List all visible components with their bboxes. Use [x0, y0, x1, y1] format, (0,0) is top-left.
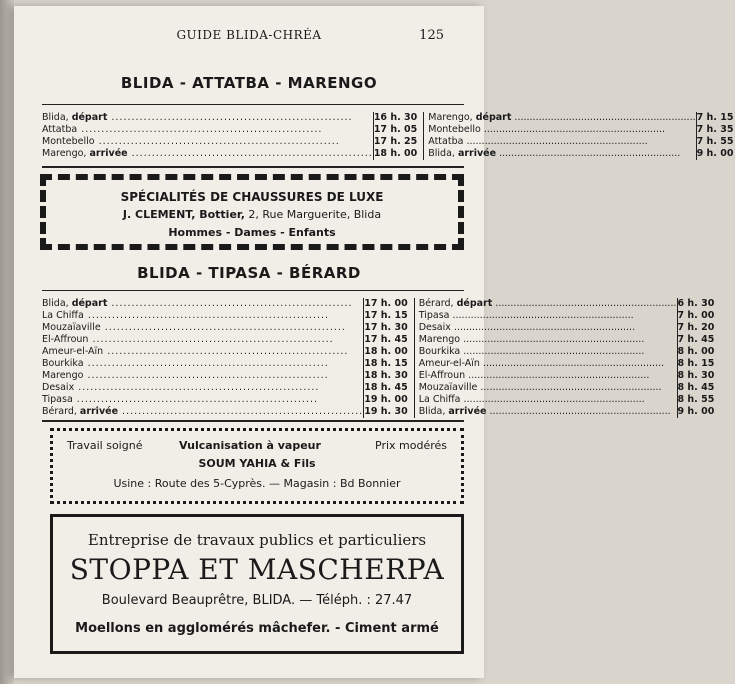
time-cell: 17 h. 00: [364, 298, 414, 310]
time-cell: 18 h. 15: [364, 358, 414, 370]
station-cell: [42, 322, 364, 334]
leader-dots: ............................................................: [107, 298, 353, 309]
leader-dots: ............................................................: [83, 358, 329, 369]
time-cell: 7 h. 35: [696, 124, 734, 135]
leader-dots: ............................................................: [118, 406, 364, 417]
ad-stoppa-name: STOPPA ET MASCHERPA: [69, 553, 445, 586]
station-name: Bourkika: [42, 358, 84, 369]
station-tag: départ: [456, 298, 493, 309]
timetable-row: [42, 310, 716, 322]
time-cell: 19 h. 30: [364, 406, 414, 418]
station-tag: arrivée: [457, 148, 497, 159]
station-name: Marengo,: [428, 112, 476, 123]
route1-timetable: [42, 112, 735, 160]
leader-dots: ............................................................: [460, 346, 645, 357]
leader-dots: ............................................................: [449, 310, 634, 321]
ad-stoppa-headline: Entreprise de travaux publics et particuliers: [87, 531, 427, 549]
time-cell: 18 h. 45: [364, 382, 414, 394]
running-head: [14, 28, 484, 48]
timetable-row: [42, 334, 716, 346]
ad-soum-yahia: [50, 428, 464, 504]
time-cell: 7 h. 15: [696, 112, 734, 123]
leader-dots: ............................................................: [83, 370, 329, 381]
leader-dots: ............................................................: [465, 370, 650, 381]
station-name: Desaix: [42, 382, 75, 393]
station-name: Blida,: [42, 112, 72, 123]
ad-clement-address: [46, 208, 458, 221]
leader-dots: ............................................................: [100, 322, 346, 333]
station-cell: [42, 382, 364, 394]
station-cell: [414, 394, 677, 406]
station-cell: [42, 346, 364, 358]
station-cell: [414, 298, 677, 310]
ad-clement-categories: Hommes - Dames - Enfants: [168, 226, 336, 239]
station-cell: [424, 124, 696, 136]
leader-dots: ............................................................: [72, 394, 318, 405]
time-cell: 18 h. 30: [364, 370, 414, 382]
timetable-row: [42, 358, 716, 370]
time-cell: 18 h. 00: [373, 148, 423, 160]
station-name: Montebello: [42, 136, 95, 147]
station-cell: [414, 358, 677, 370]
leader-dots: ............................................................: [74, 382, 320, 393]
time-cell: 8 h. 55: [677, 394, 715, 405]
timetable-row: [42, 394, 716, 406]
timetable-row: [42, 382, 716, 394]
station-tag: arrivée: [448, 406, 487, 417]
station-name: Attatba: [42, 124, 78, 135]
timetable-row: [42, 298, 716, 310]
timetable-row: [42, 406, 716, 418]
ad-stoppa-mascherpa: [50, 514, 464, 654]
time-cell: 8 h. 15: [677, 358, 715, 369]
station-cell: [42, 370, 364, 382]
time-cell: 9 h. 00: [677, 406, 715, 417]
ad-clement-headline: SPÉCIALITÉS DE CHAUSSURES DE LUXE: [120, 190, 384, 204]
leader-dots: ............................................................: [88, 334, 334, 345]
station-name: Mouzaïaville: [42, 322, 101, 333]
station-name: Marengo: [418, 334, 461, 345]
leader-dots: ............................................................: [477, 382, 662, 393]
leader-dots: ............................................................: [77, 124, 323, 135]
station-name: Marengo,: [42, 148, 90, 159]
station-cell: [42, 310, 364, 322]
station-cell: [42, 394, 364, 406]
time-cell: 8 h. 30: [677, 370, 715, 381]
time-cell: 6 h. 30: [677, 298, 715, 309]
station-name: Montebello: [428, 124, 481, 135]
route1-bottom-rule: [42, 166, 464, 168]
station-tag: départ: [475, 112, 512, 123]
station-cell: [414, 406, 677, 418]
ad-clement-name: J. CLEMENT, Bottier,: [122, 208, 245, 221]
time-cell: 7 h. 55: [696, 136, 734, 147]
time-cell: 8 h. 45: [677, 382, 715, 393]
station-name: Bérard,: [42, 406, 80, 417]
station-name: La Chiffa: [42, 310, 84, 321]
station-name: Bourkika: [418, 346, 461, 357]
station-cell: [42, 124, 373, 136]
station-cell: [42, 334, 364, 346]
route2-title: BLIDA - TIPASA - BÉRARD: [137, 264, 361, 282]
station-cell: [42, 358, 364, 370]
route2-timetable: [42, 298, 716, 418]
leader-dots: ............................................................: [460, 394, 645, 405]
station-name: Blida,: [42, 298, 72, 309]
station-name: Tipasa: [418, 310, 450, 321]
station-cell: [42, 148, 373, 160]
station-tag: départ: [71, 112, 108, 123]
station-name: Marengo: [42, 370, 84, 381]
station-cell: [424, 136, 696, 148]
station-name: El-Affroun: [42, 334, 89, 345]
leader-dots: ............................................................: [103, 346, 349, 357]
time-cell: 16 h. 30: [373, 112, 423, 124]
station-cell: [414, 346, 677, 358]
time-cell: 17 h. 05: [373, 124, 423, 136]
timetable-row: [42, 346, 716, 358]
leader-dots: ............................................................: [463, 136, 648, 147]
leader-dots: ............................................................: [480, 124, 666, 135]
ad-stoppa-products: Moellons en agglomérés mâchefer. - Ciment armé: [75, 621, 439, 636]
ad-soum-right-text: Prix modérés: [375, 439, 447, 452]
leader-dots: ............................................................: [107, 112, 353, 123]
leader-dots: ............................................................: [511, 112, 696, 123]
station-cell: [42, 298, 364, 310]
station-name: Ameur-el-Aïn: [418, 358, 480, 369]
station-name: Blida,: [428, 148, 458, 159]
station-cell: [42, 112, 373, 124]
time-cell: 19 h. 00: [364, 394, 414, 406]
route1-top-rule: [42, 104, 464, 105]
time-cell: 17 h. 15: [364, 310, 414, 322]
route2-bottom-rule: [42, 420, 464, 422]
station-cell: [424, 148, 696, 160]
page-number: 125: [419, 28, 444, 43]
station-cell: [414, 334, 677, 346]
ad-soum-name: SOUM YAHIA & Fils: [198, 457, 316, 470]
leader-dots: ............................................................: [450, 322, 636, 333]
leader-dots: ............................................................: [496, 148, 681, 159]
ad-soum-left-text: Travail soigné: [67, 439, 143, 452]
route1-title: BLIDA - ATTATBA - MARENGO: [120, 74, 378, 92]
leader-dots: ............................................................: [486, 406, 671, 417]
timetable-row: [42, 322, 716, 334]
station-cell: [414, 310, 677, 322]
leader-dots: ............................................................: [492, 298, 677, 309]
time-cell: 17 h. 45: [364, 334, 414, 346]
leader-dots: ............................................................: [460, 334, 645, 345]
ad-soum-center-text: Vulcanisation à vapeur: [179, 439, 321, 452]
ad-clement-shoes: [40, 174, 464, 250]
station-cell: [424, 112, 696, 124]
leader-dots: ............................................................: [83, 310, 330, 321]
route2-top-rule: [42, 290, 464, 291]
station-name: Bérard,: [418, 298, 457, 309]
ad-soum-address: Usine : Route des 5-Cyprès. — Magasin : Bd Bonnier: [113, 477, 401, 490]
time-cell: 7 h. 20: [677, 322, 715, 333]
station-name: Desaix: [418, 322, 451, 333]
timetable-row: [42, 136, 735, 148]
ad-clement-street: 2, Rue Marguerite, Blida: [244, 208, 382, 221]
station-name: Ameur-el-Aïn: [42, 346, 104, 357]
station-name: Tipasa: [42, 394, 73, 405]
ad-stoppa-address: Boulevard Beauprêtre, BLIDA. — Téléph. : 27.47: [101, 593, 413, 608]
time-cell: 18 h. 00: [364, 346, 414, 358]
timetable-row: [42, 112, 735, 124]
station-cell: [414, 322, 677, 334]
timetable-row: [42, 124, 735, 136]
time-cell: 7 h. 45: [677, 334, 715, 345]
running-head-title: GUIDE BLIDA-CHRÉA: [176, 28, 322, 42]
leader-dots: ............................................................: [479, 358, 665, 369]
station-cell: [42, 136, 373, 148]
station-name: Blida,: [418, 406, 449, 417]
station-cell: [414, 370, 677, 382]
book-gutter: [0, 0, 14, 684]
station-name: Mouzaïaville: [418, 382, 478, 393]
station-name: El-Affroun: [418, 370, 466, 381]
station-cell: [42, 406, 364, 418]
station-name: La Chiffa: [418, 394, 461, 405]
time-cell: 8 h. 00: [677, 346, 715, 357]
station-tag: départ: [71, 298, 108, 309]
timetable-row: [42, 370, 716, 382]
station-tag: arrivée: [89, 148, 128, 159]
time-cell: 17 h. 30: [364, 322, 414, 334]
station-cell: [414, 382, 677, 394]
leader-dots: ............................................................: [127, 148, 373, 159]
time-cell: 7 h. 00: [677, 310, 715, 321]
station-tag: arrivée: [79, 406, 119, 417]
time-cell: 9 h. 00: [696, 148, 734, 159]
time-cell: 17 h. 25: [373, 136, 423, 148]
timetable-row: [42, 148, 735, 160]
book-page: [14, 6, 734, 678]
leader-dots: ............................................................: [94, 136, 340, 147]
station-name: Attatba: [428, 136, 464, 147]
